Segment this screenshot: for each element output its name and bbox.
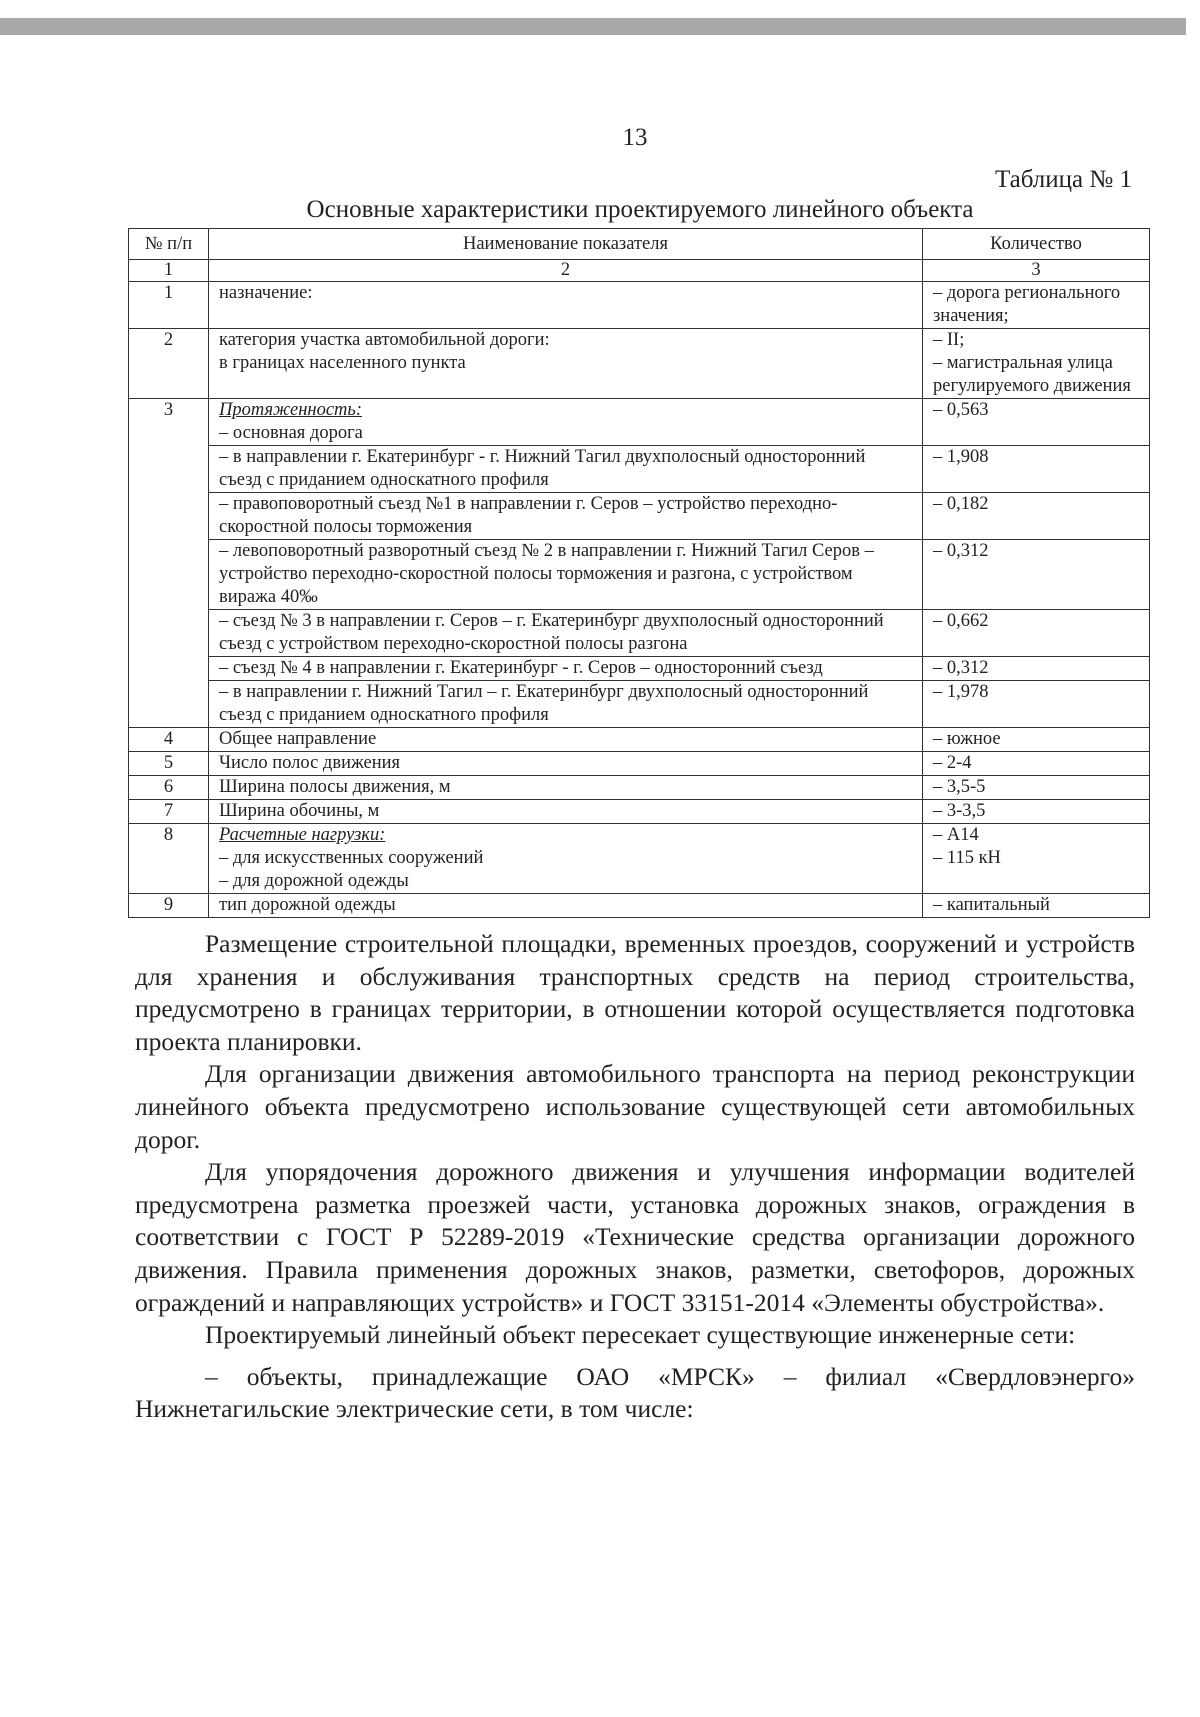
table-row (129, 446, 1150, 493)
table-title: Основные характеристики проектируемого линейного объекта (306, 196, 974, 223)
row-quantity: – 3-3,5 (923, 800, 1150, 824)
row-indicator: Ширина полосы движения, м (209, 776, 923, 800)
table-caption: Таблица № 1 (994, 166, 1132, 193)
row-quantity: – II; – магистральная улица регулируемого движения (923, 329, 1150, 399)
row-quantity: – 0,662 (923, 610, 1150, 657)
row-number: 7 (129, 800, 209, 824)
section-title: Расчетные нагрузки: (219, 825, 386, 845)
header-number: № п/п (129, 229, 209, 260)
paragraph: Проектируемый линейный объект пересекает существующие инженерные сети: (205, 1320, 1076, 1350)
characteristics-table (128, 228, 1150, 918)
table-row (129, 681, 1150, 728)
row-number: 1 (129, 282, 209, 329)
paragraph: Размещение строительной площадки, временных проездов, сооружений и устройств для хранения и обслуживания транспортных средств на период строительства, предусмотрено в границах территории, в отношении которой осуществляется подготовка проекта планировки. (135, 929, 1135, 1056)
row-quantity: – 0,312 (923, 657, 1150, 681)
row-number: 4 (129, 728, 209, 752)
row-quantity: – 3,5-5 (923, 776, 1150, 800)
table-row (129, 800, 1150, 824)
table-header-row (129, 229, 1150, 260)
row-indicator (209, 824, 923, 894)
row-number: 2 (129, 329, 209, 399)
index-cell: 3 (923, 260, 1150, 282)
row-quantity: – 2-4 (923, 752, 1150, 776)
row-quantity: – капитальный (923, 894, 1150, 918)
index-cell: 2 (209, 260, 923, 282)
row-quantity: – 0,312 (923, 540, 1150, 610)
sub-item: – съезд № 3 в направлении г. Серов – г. Екатеринбург двухполосный односторонний съезд с устройством переходно-скоростной полосы разгона (209, 610, 923, 657)
row-number: 5 (129, 752, 209, 776)
row-quantity: – дорога регионального значения; (923, 282, 1150, 329)
row-quantity: – 0,182 (923, 493, 1150, 540)
row-quantity: – 0,563 (923, 399, 1150, 446)
table-row (129, 824, 1150, 894)
row-quantity: – южное (923, 728, 1150, 752)
row-indicator: категория участка автомобильной дороги: в границах населенного пункта (209, 329, 923, 399)
row-indicator (209, 399, 923, 446)
paragraph: – объекты, принадлежащие ОАО «МРСК» – филиал «Свердловэнерго» Нижнетагильские электрические сети, в том числе: (135, 1361, 1135, 1424)
paragraph: Для упорядочения дорожного движения и улучшения информации водителей предусмотрена разметка проезжей части, установка дорожных знаков, ограждения в соответствии с ГОСТ Р 52289-2019 «Технические средства организации дорожного движения. Правила применения дорожных знаков, разметки, светофоров, дорожных ограждений и направляющих устройств» и ГОСТ 33151-2014 «Элементы обустройства». (135, 1157, 1135, 1317)
table-row (129, 493, 1150, 540)
table-row (129, 282, 1150, 329)
table-row (129, 399, 1150, 446)
header-indicator: Наименование показателя (209, 229, 923, 260)
table-row (129, 776, 1150, 800)
row-quantity: – 1,978 (923, 681, 1150, 728)
sub-item: – для искусственных сооружений – для дорожной одежды (219, 848, 484, 891)
table-row (129, 540, 1150, 610)
sub-item: – в направлении г. Нижний Тагил – г. Екатеринбург двухполосный односторонний съезд с приданием односкатного профиля (209, 681, 923, 728)
page-number: 13 (622, 124, 648, 151)
row-number: 8 (129, 824, 209, 894)
sub-item: – основная дорога (219, 423, 363, 443)
sub-item: – левоповоротный разворотный съезд № 2 в направлении г. Нижний Тагил Серов – устройство переходно-скоростной полосы торможения и разгона, с устройством виража 40‰ (209, 540, 923, 610)
row-number: 6 (129, 776, 209, 800)
row-number: 3 (129, 399, 209, 728)
table-row (129, 610, 1150, 657)
section-title: Протяженность: (219, 400, 362, 420)
table-row (129, 728, 1150, 752)
header-quantity: Количество (923, 229, 1150, 260)
column-index-row (129, 260, 1150, 282)
table-row (129, 657, 1150, 681)
row-indicator: Ширина обочины, м (209, 800, 923, 824)
row-indicator: Число полос движения (209, 752, 923, 776)
sub-item: – в направлении г. Екатеринбург - г. Нижний Тагил двухполосный односторонний съезд с приданием односкатного профиля (209, 446, 923, 493)
sub-item: – правоповоротный съезд №1 в направлении г. Серов – устройство переходно-скоростной полосы торможения (209, 493, 923, 540)
table-row (129, 894, 1150, 918)
index-cell: 1 (129, 260, 209, 282)
row-indicator: тип дорожной одежды (209, 894, 923, 918)
table-row (129, 752, 1150, 776)
paragraph: Для организации движения автомобильного транспорта на период реконструкции линейного объекта предусмотрено использование существующей сети автомобильных дорог. (135, 1059, 1135, 1154)
table-row (129, 329, 1150, 399)
scan-top-bar (0, 18, 1186, 35)
row-indicator: назначение: (209, 282, 923, 329)
body-text (135, 928, 1135, 1426)
row-quantity: – А14 – 115 кН (923, 824, 1150, 894)
sub-item: – съезд № 4 в направлении г. Екатеринбург - г. Серов – односторонний съезд (209, 657, 923, 681)
row-quantity: – 1,908 (923, 446, 1150, 493)
row-number: 9 (129, 894, 209, 918)
row-indicator: Общее направление (209, 728, 923, 752)
